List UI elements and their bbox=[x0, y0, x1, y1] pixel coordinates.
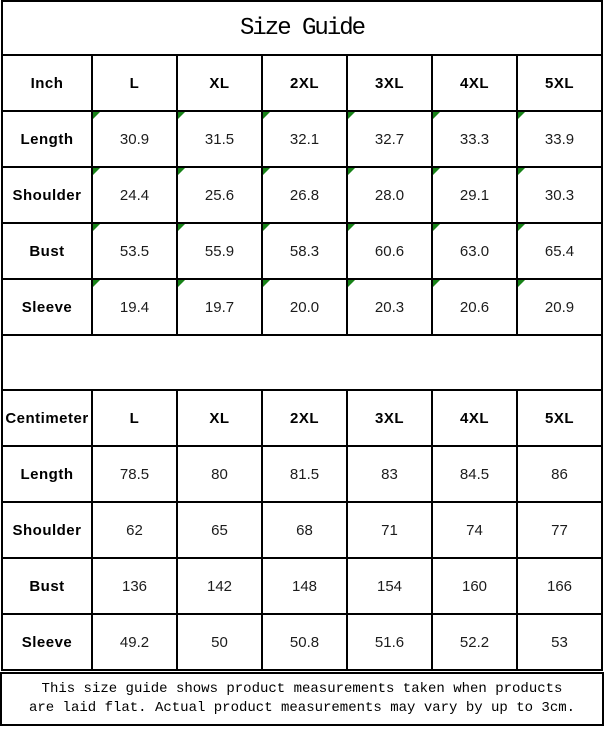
size-column-header: 2XL bbox=[262, 390, 347, 446]
measurement-value-cell: 60.6 bbox=[347, 223, 432, 279]
cell-corner-indicator-icon bbox=[263, 224, 270, 231]
measurement-value-cell: 20.0 bbox=[262, 279, 347, 335]
measurement-value-cell: 81.5 bbox=[262, 446, 347, 502]
measurement-value-cell: 20.3 bbox=[347, 279, 432, 335]
measurement-value-cell: 20.6 bbox=[432, 279, 517, 335]
measurement-value-cell: 32.7 bbox=[347, 111, 432, 167]
measurement-row-label: Shoulder bbox=[2, 167, 92, 223]
measurement-value-cell: 83 bbox=[347, 446, 432, 502]
cell-corner-indicator-icon bbox=[518, 112, 525, 119]
cell-corner-indicator-icon bbox=[178, 224, 185, 231]
cell-corner-indicator-icon bbox=[93, 168, 100, 175]
cell-corner-indicator-icon bbox=[178, 280, 185, 287]
size-column-header: 4XL bbox=[432, 55, 517, 111]
measurement-value-cell: 50 bbox=[177, 614, 262, 670]
cell-corner-indicator-icon bbox=[433, 224, 440, 231]
measurement-row-label: Shoulder bbox=[2, 502, 92, 558]
cell-corner-indicator-icon bbox=[93, 280, 100, 287]
measurement-row-label: Length bbox=[2, 111, 92, 167]
measurement-value-cell: 33.9 bbox=[517, 111, 602, 167]
size-column-header: XL bbox=[177, 390, 262, 446]
size-column-header: 5XL bbox=[517, 55, 602, 111]
measurement-value-cell: 80 bbox=[177, 446, 262, 502]
title-row bbox=[2, 1, 602, 55]
table-row-inch-sleeve bbox=[2, 279, 602, 335]
measurement-value-cell: 74 bbox=[432, 502, 517, 558]
measurement-value-cell: 142 bbox=[177, 558, 262, 614]
size-column-header: XL bbox=[177, 55, 262, 111]
measurement-value-cell: 68 bbox=[262, 502, 347, 558]
measurement-value-cell: 53.5 bbox=[92, 223, 177, 279]
title-cell bbox=[2, 1, 602, 55]
cell-corner-indicator-icon bbox=[348, 112, 355, 119]
cell-corner-indicator-icon bbox=[518, 280, 525, 287]
cell-corner-indicator-icon bbox=[263, 168, 270, 175]
measurement-value-cell: 160 bbox=[432, 558, 517, 614]
cell-corner-indicator-icon bbox=[178, 168, 185, 175]
measurement-value-cell: 55.9 bbox=[177, 223, 262, 279]
measurement-row-label: Bust bbox=[2, 223, 92, 279]
footer-note-line2: are laid flat. Actual product measurements may vary by up to 3cm. bbox=[28, 700, 576, 716]
measurement-value-cell: 71 bbox=[347, 502, 432, 558]
centimeter-header-row bbox=[2, 390, 602, 446]
cell-corner-indicator-icon bbox=[518, 168, 525, 175]
measurement-value-cell: 65.4 bbox=[517, 223, 602, 279]
cell-corner-indicator-icon bbox=[518, 224, 525, 231]
size-column-header: 3XL bbox=[347, 55, 432, 111]
size-column-header: 3XL bbox=[347, 390, 432, 446]
cell-corner-indicator-icon bbox=[433, 112, 440, 119]
size-guide-table bbox=[1, 0, 603, 671]
footer-note-line1: This size guide shows product measurements taken when products bbox=[41, 681, 563, 697]
table-row-inch-shoulder bbox=[2, 167, 602, 223]
unit-header-inch: Inch bbox=[2, 55, 92, 111]
measurement-value-cell: 32.1 bbox=[262, 111, 347, 167]
measurement-value-cell: 136 bbox=[92, 558, 177, 614]
cell-corner-indicator-icon bbox=[433, 168, 440, 175]
measurement-value-cell: 52.2 bbox=[432, 614, 517, 670]
measurement-value-cell: 20.9 bbox=[517, 279, 602, 335]
table-row-cm-shoulder bbox=[2, 502, 602, 558]
measurement-value-cell: 30.3 bbox=[517, 167, 602, 223]
measurement-row-label: Length bbox=[2, 446, 92, 502]
measurement-value-cell: 58.3 bbox=[262, 223, 347, 279]
measurement-value-cell: 148 bbox=[262, 558, 347, 614]
measurement-value-cell: 30.9 bbox=[92, 111, 177, 167]
measurement-value-cell: 166 bbox=[517, 558, 602, 614]
cell-corner-indicator-icon bbox=[348, 224, 355, 231]
size-column-header: 2XL bbox=[262, 55, 347, 111]
measurement-value-cell: 19.4 bbox=[92, 279, 177, 335]
measurement-value-cell: 84.5 bbox=[432, 446, 517, 502]
measurement-value-cell: 53 bbox=[517, 614, 602, 670]
measurement-value-cell: 49.2 bbox=[92, 614, 177, 670]
size-column-header: 5XL bbox=[517, 390, 602, 446]
measurement-value-cell: 25.6 bbox=[177, 167, 262, 223]
measurement-value-cell: 65 bbox=[177, 502, 262, 558]
cell-corner-indicator-icon bbox=[433, 280, 440, 287]
measurement-value-cell: 62 bbox=[92, 502, 177, 558]
measurement-value-cell: 28.0 bbox=[347, 167, 432, 223]
measurement-value-cell: 31.5 bbox=[177, 111, 262, 167]
size-column-header: 4XL bbox=[432, 390, 517, 446]
measurement-value-cell: 26.8 bbox=[262, 167, 347, 223]
measurement-value-cell: 78.5 bbox=[92, 446, 177, 502]
cell-corner-indicator-icon bbox=[178, 112, 185, 119]
table-row-cm-length bbox=[2, 446, 602, 502]
table-row-inch-length bbox=[2, 111, 602, 167]
cell-corner-indicator-icon bbox=[263, 112, 270, 119]
measurement-value-cell: 77 bbox=[517, 502, 602, 558]
page-title: Size Guide bbox=[240, 14, 365, 42]
footer-note bbox=[0, 672, 604, 726]
spacer-cell bbox=[2, 335, 602, 390]
size-column-header: L bbox=[92, 55, 177, 111]
measurement-value-cell: 24.4 bbox=[92, 167, 177, 223]
inch-header-row bbox=[2, 55, 602, 111]
spacer-row bbox=[2, 335, 602, 390]
measurement-value-cell: 19.7 bbox=[177, 279, 262, 335]
cell-corner-indicator-icon bbox=[93, 112, 100, 119]
size-column-header: L bbox=[92, 390, 177, 446]
cell-corner-indicator-icon bbox=[93, 224, 100, 231]
measurement-row-label: Sleeve bbox=[2, 614, 92, 670]
measurement-row-label: Bust bbox=[2, 558, 92, 614]
cell-corner-indicator-icon bbox=[348, 280, 355, 287]
measurement-row-label: Sleeve bbox=[2, 279, 92, 335]
measurement-value-cell: 63.0 bbox=[432, 223, 517, 279]
measurement-value-cell: 33.3 bbox=[432, 111, 517, 167]
measurement-value-cell: 29.1 bbox=[432, 167, 517, 223]
measurement-value-cell: 51.6 bbox=[347, 614, 432, 670]
table-row-cm-sleeve bbox=[2, 614, 602, 670]
measurement-value-cell: 154 bbox=[347, 558, 432, 614]
unit-header-centimeter: Centimeter bbox=[2, 390, 92, 446]
cell-corner-indicator-icon bbox=[348, 168, 355, 175]
cell-corner-indicator-icon bbox=[263, 280, 270, 287]
measurement-value-cell: 86 bbox=[517, 446, 602, 502]
table-row-cm-bust bbox=[2, 558, 602, 614]
table-row-inch-bust bbox=[2, 223, 602, 279]
measurement-value-cell: 50.8 bbox=[262, 614, 347, 670]
